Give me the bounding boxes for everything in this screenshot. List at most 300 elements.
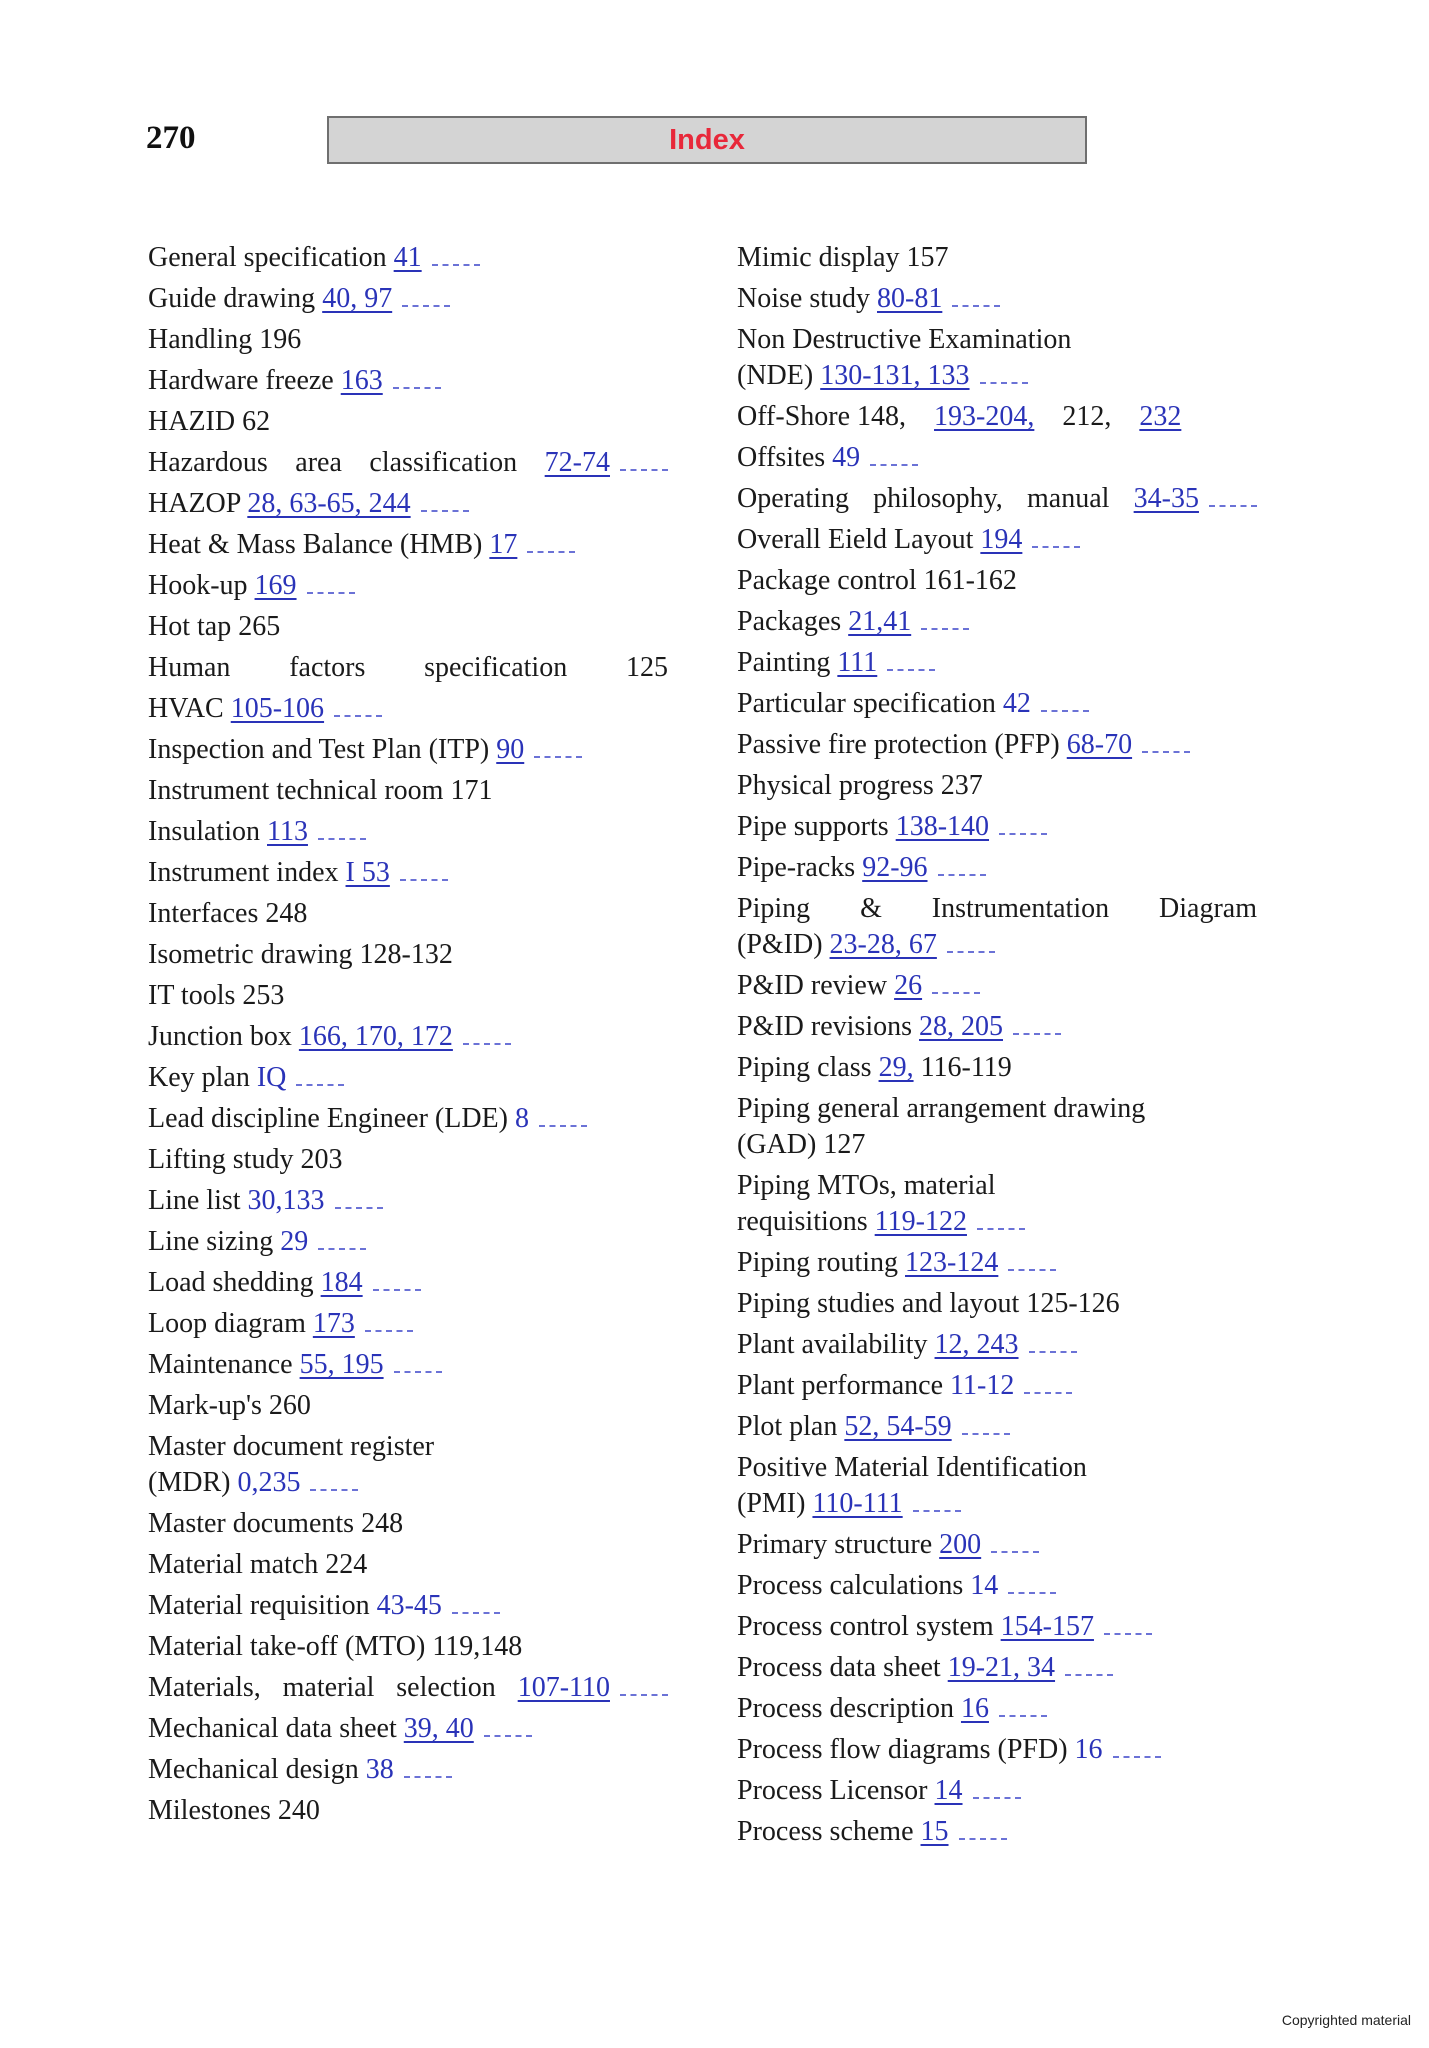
- index-term: Positive Material Identification: [737, 1452, 1087, 1483]
- left-entry: [148, 937, 668, 973]
- dotted-trail: [887, 667, 935, 671]
- index-page-refs: [269, 1390, 311, 1421]
- index-term: Mark-up's: [148, 1390, 269, 1421]
- dotted-trail: [1008, 1267, 1056, 1271]
- index-term: Process control system: [737, 1611, 1001, 1642]
- left-entry: [148, 281, 668, 317]
- index-term: Master document register: [148, 1431, 435, 1462]
- page-ref-link[interactable]: 12, 243: [934, 1329, 1019, 1360]
- right-entry: [737, 891, 1257, 963]
- index-term: Instrument technical room: [148, 775, 451, 806]
- dotted-trail: [318, 1246, 366, 1250]
- left-entry: [148, 1019, 668, 1055]
- page-ref-link[interactable]: 29,: [878, 1052, 914, 1083]
- index-term: Piping MTOs, material: [737, 1170, 996, 1201]
- dotted-trail: [1041, 708, 1089, 712]
- index-page-refs: [879, 1052, 1012, 1083]
- page-ref-link[interactable]: 119-122: [874, 1206, 967, 1237]
- index-term: Hook-up: [148, 570, 255, 601]
- index-page-refs: [961, 1693, 1047, 1724]
- index-page-refs: [844, 1411, 1009, 1442]
- page-ref-link[interactable]: 163: [340, 365, 383, 396]
- page-ref: 196: [259, 324, 302, 355]
- page-ref-link[interactable]: 14: [934, 1775, 963, 1806]
- index-term: P&ID revisions: [737, 1011, 919, 1042]
- page-ref: 30,133: [247, 1185, 325, 1216]
- left-entry: [148, 814, 668, 850]
- index-page-refs: [515, 1103, 587, 1134]
- right-entry: [737, 522, 1257, 558]
- index-page-refs: [237, 1467, 358, 1498]
- dotted-trail: [977, 1226, 1025, 1230]
- right-entry: [737, 440, 1257, 476]
- page-ref: IQ: [256, 1062, 287, 1093]
- page-ref-link[interactable]: 169: [254, 570, 297, 601]
- index-page-refs: [832, 442, 918, 473]
- dotted-trail: [1065, 1672, 1113, 1676]
- index-page-refs: [255, 570, 355, 601]
- entry-line-1: [148, 1429, 668, 1465]
- dotted-trail: [400, 877, 448, 881]
- index-page-refs: [257, 1062, 345, 1093]
- page-ref-link[interactable]: 184: [320, 1267, 363, 1298]
- dotted-trail: [959, 1836, 1007, 1840]
- index-page-refs: [361, 1508, 403, 1539]
- index-term: Instrument index: [148, 857, 346, 888]
- index-term-cont: (NDE): [737, 360, 821, 391]
- index-term: Process data sheet: [737, 1652, 948, 1683]
- index-term: Load shedding: [148, 1267, 321, 1298]
- index-page-refs: [313, 1308, 413, 1339]
- dotted-trail: [310, 1487, 358, 1491]
- dotted-trail: [952, 303, 1000, 307]
- right-entry: [737, 1286, 1257, 1322]
- right-entry: [737, 1773, 1257, 1809]
- page-ref-link[interactable]: 80-81: [877, 283, 943, 314]
- index-page-refs: [924, 565, 1017, 596]
- index-term: Lead discipline Engineer (LDE): [148, 1103, 515, 1134]
- dotted-trail: [999, 831, 1047, 835]
- page-ref-link[interactable]: 111: [837, 647, 878, 678]
- page-ref-link[interactable]: 68-70: [1066, 729, 1133, 760]
- index-page-refs: [941, 770, 983, 801]
- page-ref-link[interactable]: 110-111: [812, 1488, 903, 1519]
- index-term: Key plan: [148, 1062, 257, 1093]
- page-ref-link[interactable]: 193-204,: [934, 401, 1035, 432]
- page-ref-link[interactable]: 123-124: [905, 1247, 999, 1278]
- index-term: HVAC: [148, 693, 231, 724]
- page-ref: 0,235: [237, 1467, 301, 1498]
- index-term-word: Operating: [737, 483, 849, 514]
- left-entry: [148, 240, 668, 276]
- dotted-trail: [1104, 1631, 1152, 1635]
- dotted-trail: [432, 262, 480, 266]
- index-term-word: Diagram: [1159, 893, 1257, 924]
- index-term: Painting: [737, 647, 838, 678]
- page-ref-link[interactable]: 41: [393, 242, 422, 273]
- index-term: Plot plan: [737, 1411, 845, 1442]
- index-term: Physical progress: [737, 770, 941, 801]
- index-term: Non Destructive Examination: [737, 324, 1072, 355]
- page-ref-link[interactable]: 21,41: [848, 606, 912, 637]
- left-entry: [148, 650, 668, 686]
- entry-line-1: [737, 1450, 1257, 1486]
- index-term: Hardware freeze: [148, 365, 341, 396]
- index-term: Packages: [737, 606, 849, 637]
- left-entry: [148, 1347, 668, 1383]
- page-ref-link[interactable]: 90: [496, 734, 525, 765]
- left-entry: [148, 1388, 668, 1424]
- entry-line: [148, 445, 668, 481]
- left-entry: [148, 445, 668, 481]
- index-term: Process scheme: [737, 1816, 921, 1847]
- index-column-right: [737, 240, 1257, 1855]
- entry-line: [737, 481, 1257, 517]
- page-ref-link[interactable]: 92-96: [862, 852, 928, 883]
- right-entry: [737, 850, 1257, 886]
- dotted-trail: [539, 1123, 587, 1127]
- entry-line-2: [737, 927, 1257, 963]
- dotted-trail: [296, 1082, 344, 1086]
- entry-line: [148, 650, 668, 686]
- index-term-cont: (GAD): [737, 1129, 824, 1160]
- index-page-refs: [518, 1670, 668, 1706]
- index-page-refs: [939, 1529, 1039, 1560]
- right-entry: [737, 809, 1257, 845]
- right-entry: [737, 968, 1257, 1004]
- index-term: Heat & Mass Balance (HMB): [148, 529, 490, 560]
- dotted-trail: [1209, 503, 1257, 507]
- dotted-trail: [318, 836, 366, 840]
- dotted-trail: [534, 754, 582, 758]
- index-header-bar: [327, 116, 1087, 164]
- index-term: Plant availability: [737, 1329, 935, 1360]
- page-ref: 127: [823, 1129, 866, 1160]
- index-term: Line list: [148, 1185, 248, 1216]
- page-ref-link[interactable]: 232: [1139, 401, 1182, 432]
- page-ref-link[interactable]: 113: [267, 816, 308, 847]
- index-column-left: [148, 240, 668, 1834]
- dotted-trail: [999, 1713, 1047, 1717]
- dotted-trail: [404, 1774, 452, 1778]
- page-ref-link[interactable]: 28, 205: [919, 1011, 1003, 1042]
- page-ref: 125: [625, 652, 668, 683]
- index-term-word: classification: [369, 447, 518, 478]
- copyright-notice: Copyrighted material: [1281, 2012, 1411, 2028]
- page-ref-link[interactable]: 19-21, 34: [947, 1652, 1056, 1683]
- page-ref-link[interactable]: 26: [894, 970, 923, 1001]
- left-entry: [148, 486, 668, 522]
- dotted-trail: [932, 990, 980, 994]
- index-term: General specification: [148, 242, 394, 273]
- index-term: Pipe-racks: [737, 852, 863, 883]
- page-ref: 224: [325, 1549, 368, 1580]
- page-ref: 237: [940, 770, 983, 801]
- right-entry: [737, 1050, 1257, 1086]
- left-entry: [148, 1506, 668, 1542]
- dotted-trail: [463, 1041, 511, 1045]
- index-term: Junction box: [148, 1021, 299, 1052]
- index-title: Index: [669, 123, 745, 156]
- right-entry: [737, 1568, 1257, 1604]
- index-page-refs: [875, 1206, 1025, 1237]
- dotted-trail: [620, 1692, 668, 1696]
- index-page-refs: [823, 1129, 865, 1160]
- dotted-trail: [1013, 1031, 1061, 1035]
- page-number: 270: [146, 120, 196, 156]
- dotted-trail: [620, 467, 668, 471]
- index-term: Piping general arrangement drawing: [737, 1093, 1146, 1124]
- index-page-refs: [935, 1329, 1077, 1360]
- index-page-refs: [322, 283, 450, 314]
- page-ref: 212,: [1062, 401, 1112, 432]
- right-entry: [737, 1327, 1257, 1363]
- left-entry: [148, 1265, 668, 1301]
- left-entry: [148, 691, 668, 727]
- page-ref-link[interactable]: 138-140: [895, 811, 990, 842]
- entry-line-1: [737, 1168, 1257, 1204]
- index-term-cont: (MDR): [148, 1467, 238, 1498]
- right-entry: [737, 281, 1257, 317]
- index-term-word: Piping: [737, 893, 811, 924]
- left-entry: [148, 773, 668, 809]
- dotted-trail: [1113, 1754, 1161, 1758]
- right-entry: [737, 1168, 1257, 1240]
- page-ref: 260: [268, 1390, 311, 1421]
- entry-line: [148, 1670, 668, 1706]
- page-ref-link[interactable]: 154-157: [1000, 1611, 1094, 1642]
- index-term: Loop diagram: [148, 1308, 313, 1339]
- index-term: Off-Shore: [737, 401, 858, 432]
- page-ref-link[interactable]: 200: [939, 1529, 982, 1560]
- index-page-refs: [299, 1021, 511, 1052]
- page-ref-link[interactable]: 130-131, 133: [820, 360, 970, 391]
- page-ref-link[interactable]: 52, 54-59: [844, 1411, 952, 1442]
- index-term: Offsites: [737, 442, 833, 473]
- index-term: Material take-off (MTO): [148, 1631, 433, 1662]
- page-ref-link[interactable]: 72-74: [544, 447, 610, 478]
- left-entry: [148, 1101, 668, 1137]
- right-entry: [737, 1691, 1257, 1727]
- page-ref-link[interactable]: I 53: [345, 857, 390, 888]
- index-term-word: manual: [1027, 483, 1110, 514]
- index-page-refs: [341, 365, 441, 396]
- page-ref: 116-119: [920, 1052, 1012, 1083]
- index-term-word: Human: [148, 652, 231, 683]
- right-entry: [737, 1450, 1257, 1522]
- index-page-refs: [950, 1370, 1072, 1401]
- left-entry: [148, 1793, 668, 1829]
- dotted-trail: [913, 1508, 961, 1512]
- index-page-refs: [242, 980, 284, 1011]
- dotted-trail: [1024, 1390, 1072, 1394]
- page-ref-link[interactable]: 105-106: [230, 693, 325, 724]
- index-page-refs: [432, 1631, 522, 1662]
- index-page-refs: [1134, 481, 1257, 517]
- index-term: Guide drawing: [148, 283, 323, 314]
- right-entry: [737, 481, 1257, 517]
- dotted-trail: [962, 1431, 1010, 1435]
- dotted-trail: [452, 1610, 500, 1614]
- index-term: Primary structure: [737, 1529, 940, 1560]
- page-ref: 161-162: [923, 565, 1017, 596]
- index-term: Line sizing: [148, 1226, 281, 1257]
- dotted-trail: [1142, 749, 1190, 753]
- index-term: Noise study: [737, 283, 877, 314]
- dotted-trail: [973, 1795, 1021, 1799]
- index-page-refs: [489, 529, 575, 560]
- page-ref: 16: [1074, 1734, 1103, 1765]
- index-term: Piping routing: [737, 1247, 906, 1278]
- index-page-refs: [1001, 1611, 1152, 1642]
- index-term: Process Licensor: [737, 1775, 935, 1806]
- right-entry: [737, 1814, 1257, 1850]
- left-entry: [148, 1752, 668, 1788]
- page-ref-link[interactable]: 40, 97: [322, 283, 393, 314]
- index-term: Interfaces: [148, 898, 266, 929]
- index-page-refs: [545, 445, 668, 481]
- left-entry: [148, 1060, 668, 1096]
- page-ref: 203: [300, 1144, 343, 1175]
- page-ref-link[interactable]: 17: [489, 529, 518, 560]
- index-page-refs: [265, 898, 307, 929]
- index-page-refs: [231, 693, 382, 724]
- index-term-word: Instrumentation: [931, 893, 1110, 924]
- index-term-word: &: [860, 893, 882, 924]
- index-term-word: philosophy,: [873, 483, 1003, 514]
- page-ref-link[interactable]: 16: [960, 1693, 989, 1724]
- index-term: Hot tap: [148, 611, 239, 642]
- left-entry: [148, 1183, 668, 1219]
- index-term: Master documents: [148, 1508, 362, 1539]
- page-ref: 148,: [857, 401, 907, 432]
- entry-line-2: [737, 1486, 1257, 1522]
- index-page-refs: [907, 242, 949, 273]
- page-ref: 42: [1002, 688, 1031, 719]
- left-entry: [148, 609, 668, 645]
- dotted-trail: [947, 949, 995, 953]
- right-entry: [737, 768, 1257, 804]
- entry-line-1: [737, 891, 1257, 927]
- index-page-refs: [980, 524, 1080, 555]
- page-ref-link[interactable]: 107-110: [517, 1672, 610, 1703]
- right-entry: [737, 1245, 1257, 1281]
- dotted-trail: [938, 872, 986, 876]
- left-entry: [148, 404, 668, 440]
- page-ref-link[interactable]: 39, 40: [403, 1713, 474, 1744]
- index-term: P&ID review: [737, 970, 895, 1001]
- page-ref-link[interactable]: 166, 170, 172: [298, 1021, 453, 1052]
- entry-line-2: [737, 358, 1257, 394]
- page-ref-link[interactable]: 34-35: [1133, 483, 1199, 514]
- page-ref: 11-12: [950, 1370, 1015, 1401]
- index-page-refs: [1026, 1288, 1119, 1319]
- right-entry: [737, 645, 1257, 681]
- index-term: Material match: [148, 1549, 326, 1580]
- left-entry: [148, 363, 668, 399]
- index-term-word: factors: [289, 652, 366, 683]
- dotted-trail: [921, 626, 969, 630]
- left-entry: [148, 1711, 668, 1747]
- left-entry: [148, 1306, 668, 1342]
- index-page-refs: [238, 611, 280, 642]
- index-term: Process description: [737, 1693, 961, 1724]
- dotted-trail: [1008, 1590, 1056, 1594]
- index-page-refs: [877, 283, 1000, 314]
- page-ref: 128-132: [359, 939, 453, 970]
- left-entry: [148, 1670, 668, 1706]
- dotted-trail: [527, 549, 575, 553]
- index-term: Milestones: [148, 1795, 278, 1826]
- index-page-refs: [1003, 688, 1089, 719]
- left-entry: [148, 1429, 668, 1501]
- index-term: Plant performance: [737, 1370, 951, 1401]
- dotted-trail: [980, 380, 1028, 384]
- entry-line-2: [737, 1204, 1257, 1240]
- index-page-refs: [1067, 729, 1190, 760]
- page-ref: 171: [450, 775, 493, 806]
- page-ref: 29: [280, 1226, 309, 1257]
- index-term-cont: (PMI): [737, 1488, 813, 1519]
- dotted-trail: [1032, 544, 1080, 548]
- index-page-refs: [626, 650, 668, 686]
- right-entry: [737, 1609, 1257, 1645]
- index-term: Particular specification: [737, 688, 1003, 719]
- page-ref-link[interactable]: 173: [312, 1308, 355, 1339]
- entry-line-2: [148, 1465, 668, 1501]
- right-entry: [737, 1091, 1257, 1163]
- page-ref-link[interactable]: 55, 195: [299, 1349, 384, 1380]
- index-page-refs: [820, 360, 1027, 391]
- index-page-refs: [404, 1713, 532, 1744]
- right-entry: [737, 604, 1257, 640]
- index-term: Mimic display: [737, 242, 907, 273]
- index-page-refs: [278, 1795, 320, 1826]
- dotted-trail: [484, 1733, 532, 1737]
- right-entry: [737, 563, 1257, 599]
- index-page-refs: [346, 857, 448, 888]
- entry-line-1: [737, 322, 1257, 358]
- index-term: Material requisition: [148, 1590, 377, 1621]
- index-term: Process flow diagrams (PFD): [737, 1734, 1075, 1765]
- page-ref: 8: [514, 1103, 529, 1134]
- index-page-refs: [300, 1349, 442, 1380]
- dotted-trail: [334, 713, 382, 717]
- index-term: Overall Eield Layout: [737, 524, 981, 555]
- index-page-refs: [862, 852, 985, 883]
- index-page-refs: [394, 242, 480, 273]
- dotted-trail: [373, 1287, 421, 1291]
- page-ref: 240: [277, 1795, 320, 1826]
- dotted-trail: [402, 303, 450, 307]
- index-term: Lifting study: [148, 1144, 301, 1175]
- right-entry: [737, 1527, 1257, 1563]
- index-term: Piping studies and layout: [737, 1288, 1027, 1319]
- index-page-refs: [837, 647, 935, 678]
- dotted-trail: [394, 1369, 442, 1373]
- right-entry: [737, 727, 1257, 763]
- index-page-refs: [905, 1247, 1056, 1278]
- index-page-refs: [921, 1816, 1007, 1847]
- right-entry: [737, 399, 1257, 435]
- page-ref-link[interactable]: 23-28, 67: [829, 929, 937, 960]
- page-ref-link[interactable]: 28, 63-65, 244: [247, 488, 411, 519]
- page-ref-link[interactable]: 194: [980, 524, 1023, 555]
- index-page-refs: [896, 811, 1047, 842]
- index-term: Passive fire protection (PFP): [737, 729, 1067, 760]
- page-ref-link[interactable]: 15: [920, 1816, 949, 1847]
- page-ref: 38: [365, 1754, 394, 1785]
